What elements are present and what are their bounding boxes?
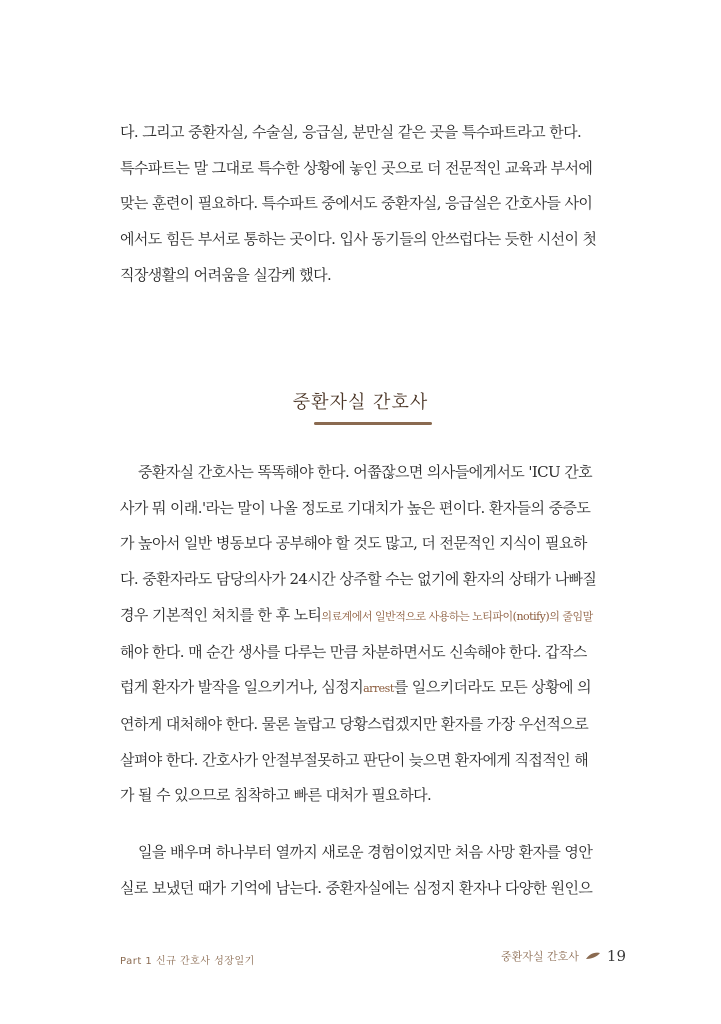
text-line: 에서도 힘든 부서로 통하는 곳이다. 입사 동기들의 안쓰럽다는 듯한 시선이 첫 <box>120 230 597 249</box>
text-line: 가 될 수 있으므로 침착하고 빠른 대처가 필요하다. <box>120 786 432 805</box>
text-line: 연하게 대처해야 한다. 물론 놀랍고 당황스럽겠지만 환자를 가장 우선적으로 <box>120 714 589 733</box>
text-line: 일을 배우며 하나부터 열까지 새로운 경험이었지만 처음 사망 환자를 영안 <box>138 843 593 861</box>
text-line: 직장생활의 어려움을 실감케 했다. <box>120 265 332 284</box>
paragraph-intro <box>120 115 628 294</box>
text-line: 중환자실 간호사는 똑똑해야 한다. 어쭙잖으면 의사들에게서도 'ICU 간호 <box>138 463 593 481</box>
text-line: 맞는 훈련이 필요하다. 특수파트 중에서도 중환자실, 응급실은 간호사들 사이 <box>120 194 593 213</box>
footer-running-title: Part 1 신규 간호사 성장일기 <box>120 956 255 967</box>
text-segment: 를 일으키더라도 모든 상황에 의 <box>393 678 591 697</box>
text-line: 다. 중환자라도 담당의사가 24시간 상주할 수는 없기에 환자의 상태가 나빠질 <box>120 570 597 589</box>
text-line <box>120 670 628 707</box>
text-line: 사가 뭐 이래.'라는 말이 나올 정도로 기대치가 높은 편이다. 환자들의 중증도 <box>120 498 591 517</box>
footer-section <box>501 947 626 965</box>
paragraph-icu-nurse <box>120 455 628 814</box>
page-number: 19 <box>606 947 626 965</box>
text-line: 해야 한다. 매 순간 생사를 다루는 만큼 차분하면서도 신속해야 한다. 갑작스 <box>120 642 587 661</box>
text-line: 가 높아서 일반 병동보다 공부해야 할 것도 많고, 더 전문적인 지식이 필요하 <box>120 534 587 553</box>
section-heading: 중환자실 간호사 <box>292 392 429 413</box>
paragraph-experience <box>120 835 628 906</box>
leaf-icon <box>585 952 601 960</box>
heading-underline <box>314 422 432 425</box>
text-line: 살펴야 한다. 간호사가 안절부절못하고 판단이 늦으면 환자에게 직접적인 해 <box>120 750 589 769</box>
text-line <box>120 598 628 635</box>
text-segment: 럽게 환자가 발작을 일으키거나, 심정지 <box>120 678 364 697</box>
footer-section-title: 중환자실 간호사 <box>501 950 579 963</box>
text-line: 특수파트는 말 그대로 특수한 상황에 놓인 곳으로 더 전문적인 교육과 부서에 <box>120 158 593 177</box>
footnote-gloss: arrest <box>363 682 394 696</box>
text-line: 실로 보냈던 때가 기억에 남는다. 중환자실에는 심정지 환자나 다양한 원인으 <box>120 878 593 897</box>
text-segment: 경우 기본적인 처치를 한 후 노티 <box>120 605 322 624</box>
footnote-gloss: 의료계에서 일반적으로 사용하는 노티파이(notify)의 줄임말 <box>321 609 593 623</box>
text-line: 다. 그리고 중환자실, 수술실, 응급실, 분만실 같은 곳을 특수파트라고 한다. <box>120 123 582 141</box>
